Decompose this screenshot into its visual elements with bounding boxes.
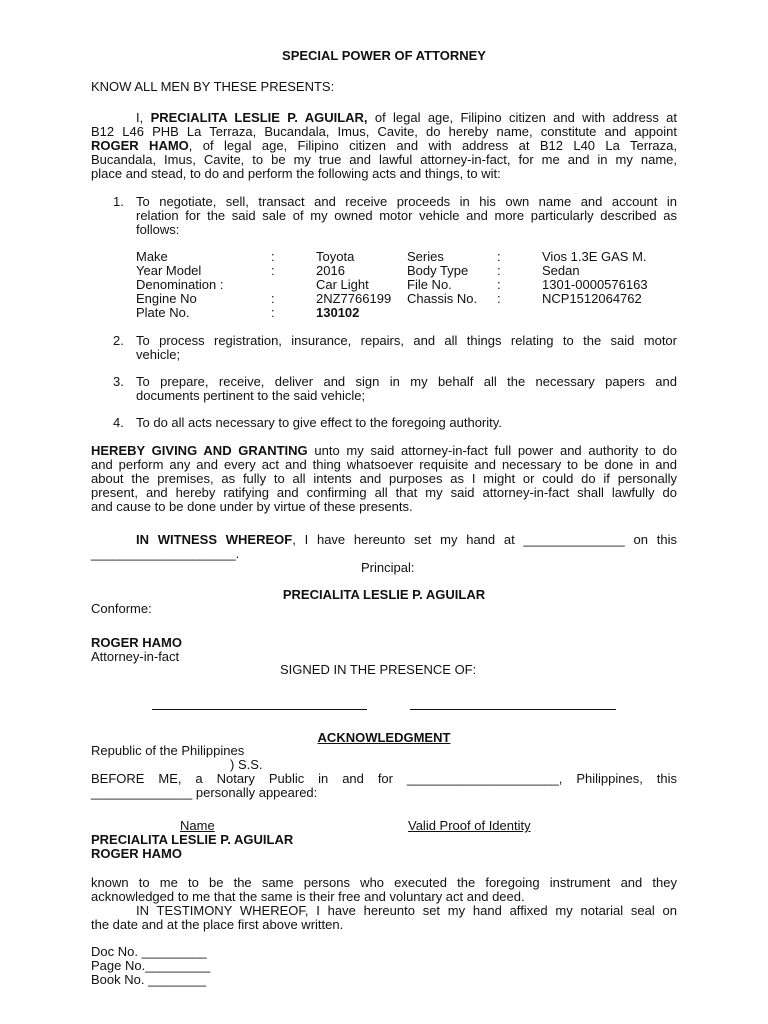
appearing-person: PRECIALITA LESLIE P. AGUILAR	[91, 832, 294, 847]
vehicle-colon: :	[271, 249, 275, 264]
signed-presence-label: SIGNED IN THE PRESENCE OF:	[280, 662, 477, 677]
attorney-name-intro: ROGER HAMO	[91, 138, 189, 153]
item-number: 1.	[113, 194, 124, 209]
intro-paragraph	[91, 111, 677, 181]
known-paragraph	[91, 876, 677, 932]
witness-signature-line	[152, 709, 367, 710]
vehicle-label: Plate No.	[136, 305, 190, 320]
vehicle-colon: :	[497, 263, 501, 278]
vehicle-value: Sedan	[542, 263, 580, 278]
item-line: vehicle;	[136, 347, 181, 362]
item-line: follows:	[136, 222, 180, 237]
intro-line3: , of legal age, Filipino citizen and with address at B12 L40 La Terraza,	[188, 138, 677, 153]
vehicle-label: Denomination :	[136, 277, 224, 292]
principal-name-intro: PRECIALITA LESLIE P. AGUILAR,	[150, 110, 368, 125]
known-line1: known to me to be the same persons who executed the foregoing instrument and they	[91, 875, 677, 890]
attorney-name: ROGER HAMO	[91, 635, 182, 650]
appearing-person: ROGER HAMO	[91, 846, 182, 861]
testimony-line1: IN TESTIMONY WHEREOF, I have hereunto set my hand affixed my notarial seal on	[136, 903, 677, 918]
vehicle-colon: :	[497, 277, 501, 292]
before-me-text2: Philippines, this	[576, 771, 677, 786]
vehicle-label: Body Type	[407, 263, 469, 278]
list-item	[136, 334, 677, 362]
intro-line2: B12 L46 PHB La Terraza, Bucandala, Imus, Cavite, do hereby name, constitute and appoint	[91, 124, 677, 139]
intro-line5: place and stead, to do and perform the following acts and things, to wit:	[91, 166, 501, 181]
witness-text: , I have hereunto set my hand at	[292, 532, 515, 547]
vehicle-colon: :	[271, 263, 275, 278]
ss-line: ) S.S.	[230, 757, 263, 772]
intro-line4: Bucandala, Imus, Cavite, to be my true and lawful attorney-in-fact, for me and in my name,	[91, 152, 677, 167]
vehicle-colon: :	[271, 305, 275, 320]
vehicle-value: Car Light	[316, 277, 369, 292]
intro-line1: of legal age, Filipino citizen and with address at	[374, 110, 677, 125]
date-blank: ____________________.	[91, 546, 240, 561]
item-number: 4.	[113, 415, 124, 430]
id-column-header: Valid Proof of Identity	[408, 818, 531, 833]
granting-heading: HEREBY GIVING AND GRANTING	[91, 443, 308, 458]
vehicle-value: Vios 1.3E GAS M.	[542, 249, 647, 264]
item-number: 3.	[113, 374, 124, 389]
principal-name: PRECIALITA LESLIE P. AGUILAR	[282, 587, 486, 602]
before-me-text: BEFORE ME, a Notary Public in and for	[91, 771, 393, 786]
witness-signature-line	[410, 709, 616, 710]
vehicle-label: Series	[407, 249, 444, 264]
granting-paragraph	[91, 444, 677, 514]
page-number: Page No._________	[91, 958, 211, 973]
locality-blank: _____________________,	[406, 771, 563, 786]
list-item	[136, 195, 677, 237]
acknowledgment-title: ACKNOWLEDGMENT	[317, 730, 451, 745]
doc-number: Doc No. _________	[91, 944, 207, 959]
vehicle-label: Chassis No.	[407, 291, 478, 306]
document-title: SPECIAL POWER OF ATTORNEY	[282, 48, 486, 63]
appeared-text: personally appeared:	[195, 785, 318, 800]
place-blank: ______________	[523, 532, 625, 547]
republic-line: Republic of the Philippines	[91, 743, 245, 758]
granting-line4: present, and hereby ratifying and confirming all that my said attorney-in-fact shall lawfully do	[91, 485, 677, 500]
plate-number: 130102	[316, 305, 360, 320]
vehicle-value: 1301-0000576163	[542, 277, 648, 292]
granting-line3: about the premises, as fully to all intents and purposes as I might or could do if personally	[91, 471, 677, 486]
testimony-line2: the date and at the place first above written.	[91, 917, 344, 932]
intro-i: I,	[136, 110, 144, 125]
opening-line: KNOW ALL MEN BY THESE PRESENTS:	[91, 79, 335, 94]
granting-line2: and perform any and every act and thing whatsoever requisite and necessary to be done in and	[91, 457, 677, 472]
vehicle-value: 2NZ7766199	[316, 291, 392, 306]
witness-paragraph	[91, 533, 677, 561]
granting-line5: and cause to be done under by virtue of these presents.	[91, 499, 413, 514]
day-blank: ______________	[91, 785, 193, 800]
witness-text2: on this	[633, 532, 678, 547]
item-line: documents pertinent to the said vehicle;	[136, 388, 366, 403]
vehicle-label: File No.	[407, 277, 452, 292]
before-me-paragraph	[91, 772, 677, 800]
attorney-role: Attorney-in-fact	[91, 649, 180, 664]
item-line: To negotiate, sell, transact and receive proceeds in his own name and account in	[136, 194, 677, 209]
principal-label: Principal:	[361, 560, 415, 575]
granting-line1: unto my said attorney-in-fact full power and authority to do	[314, 443, 677, 458]
vehicle-colon: :	[271, 291, 275, 306]
name-column-header: Name	[180, 818, 215, 833]
vehicle-value: NCP1512064762	[542, 291, 642, 306]
vehicle-colon: :	[497, 249, 501, 264]
vehicle-label: Year Model	[136, 263, 202, 278]
item-line: To prepare, receive, deliver and sign in my behalf all the necessary papers and	[136, 374, 677, 389]
vehicle-label: Make	[136, 249, 168, 264]
known-line2: acknowledged to me that the same is their free and voluntary act and deed.	[91, 889, 525, 904]
vehicle-value: Toyota	[316, 249, 355, 264]
vehicle-value: 2016	[316, 263, 345, 278]
list-item: To do all acts necessary to give effect to the foregoing authority.	[136, 415, 502, 430]
item-line: relation for the said sale of my owned motor vehicle and more particularly described as	[136, 208, 677, 223]
item-number: 2.	[113, 333, 124, 348]
witness-heading: IN WITNESS WHEREOF	[136, 532, 293, 547]
item-line: To process registration, insurance, repairs, and all things relating to the said motor	[136, 333, 677, 348]
list-item	[136, 375, 677, 403]
vehicle-label: Engine No	[136, 291, 197, 306]
book-number: Book No. ________	[91, 972, 206, 987]
conforme-label: Conforme:	[91, 601, 152, 616]
vehicle-colon: :	[497, 291, 501, 306]
